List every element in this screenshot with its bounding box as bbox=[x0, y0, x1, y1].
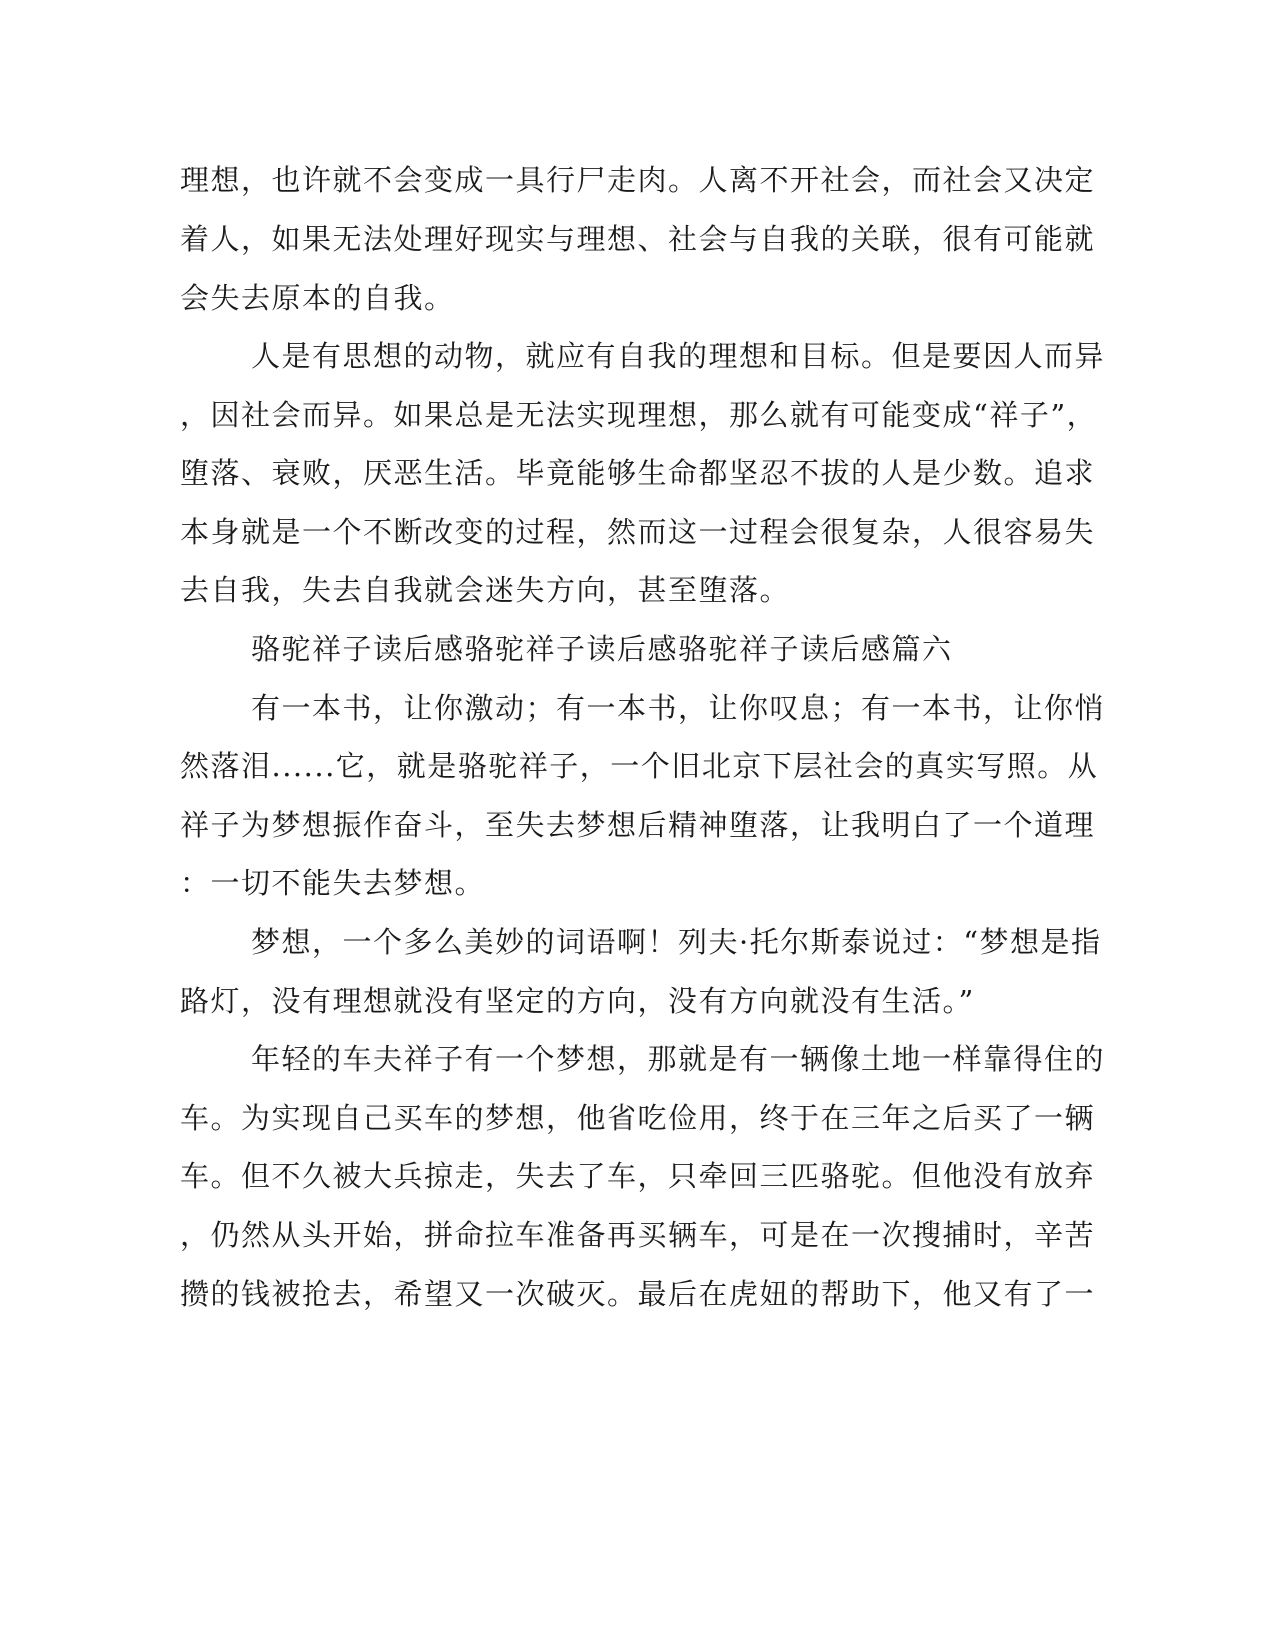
paragraph-first-line: 梦想，一个多么美妙的词语啊！列夫·托尔斯泰说过：“梦想是指 bbox=[251, 925, 1102, 959]
paragraph-first-line: 年轻的车夫祥子有一个梦想，那就是有一辆像土地一样靠得住的 bbox=[251, 1042, 1106, 1076]
text-line: 会失去原本的自我。 bbox=[180, 281, 455, 315]
section-heading: 骆驼祥子读后感骆驼祥子读后感骆驼祥子读后感篇六 bbox=[251, 632, 953, 666]
text-line: 本身就是一个不断改变的过程，然而这一过程会很复杂，人很容易失 bbox=[180, 515, 1096, 549]
text-line: 祥子为梦想振作奋斗，至失去梦想后精神堕落，让我明白了一个道理 bbox=[180, 808, 1096, 842]
text-line: 攒的钱被抢去，希望又一次破灭。最后在虎妞的帮助下，他又有了一 bbox=[180, 1277, 1096, 1311]
text-line: 着人，如果无法处理好现实与理想、社会与自我的关联，很有可能就 bbox=[180, 222, 1096, 256]
text-line: 然落泪......它，就是骆驼祥子，一个旧北京下层社会的真实写照。从 bbox=[180, 749, 1099, 783]
text-line: 路灯，没有理想就没有坚定的方向，没有方向就没有生活。” bbox=[180, 984, 975, 1018]
text-line: 理想，也许就不会变成一具行尸走肉。人离不开社会，而社会又决定 bbox=[180, 163, 1096, 197]
text-line: ，仍然从头开始，拼命拉车准备再买辆车，可是在一次搜捕时，辛苦 bbox=[180, 1218, 1096, 1252]
paragraph-first-line: 有一本书，让你激动；有一本书，让你叹息；有一本书，让你悄 bbox=[251, 691, 1106, 725]
text-line: 车。但不久被大兵掠走，失去了车，只牵回三匹骆驼。但他没有放弃 bbox=[180, 1159, 1096, 1193]
text-line: ：一切不能失去梦想。 bbox=[180, 866, 486, 900]
text-line: 车。为实现自己买车的梦想，他省吃俭用，终于在三年之后买了一辆 bbox=[180, 1101, 1096, 1135]
text-line: ，因社会而异。如果总是无法实现理想，那么就有可能变成“祥子”， bbox=[180, 398, 1098, 432]
text-line: 去自我，失去自我就会迷失方向，甚至堕落。 bbox=[180, 573, 791, 607]
text-line: 堕落、衰败，厌恶生活。毕竟能够生命都坚忍不拔的人是少数。追求 bbox=[180, 456, 1096, 490]
paragraph-first-line: 人是有思想的动物，就应有自我的理想和目标。但是要因人而异 bbox=[251, 339, 1106, 373]
